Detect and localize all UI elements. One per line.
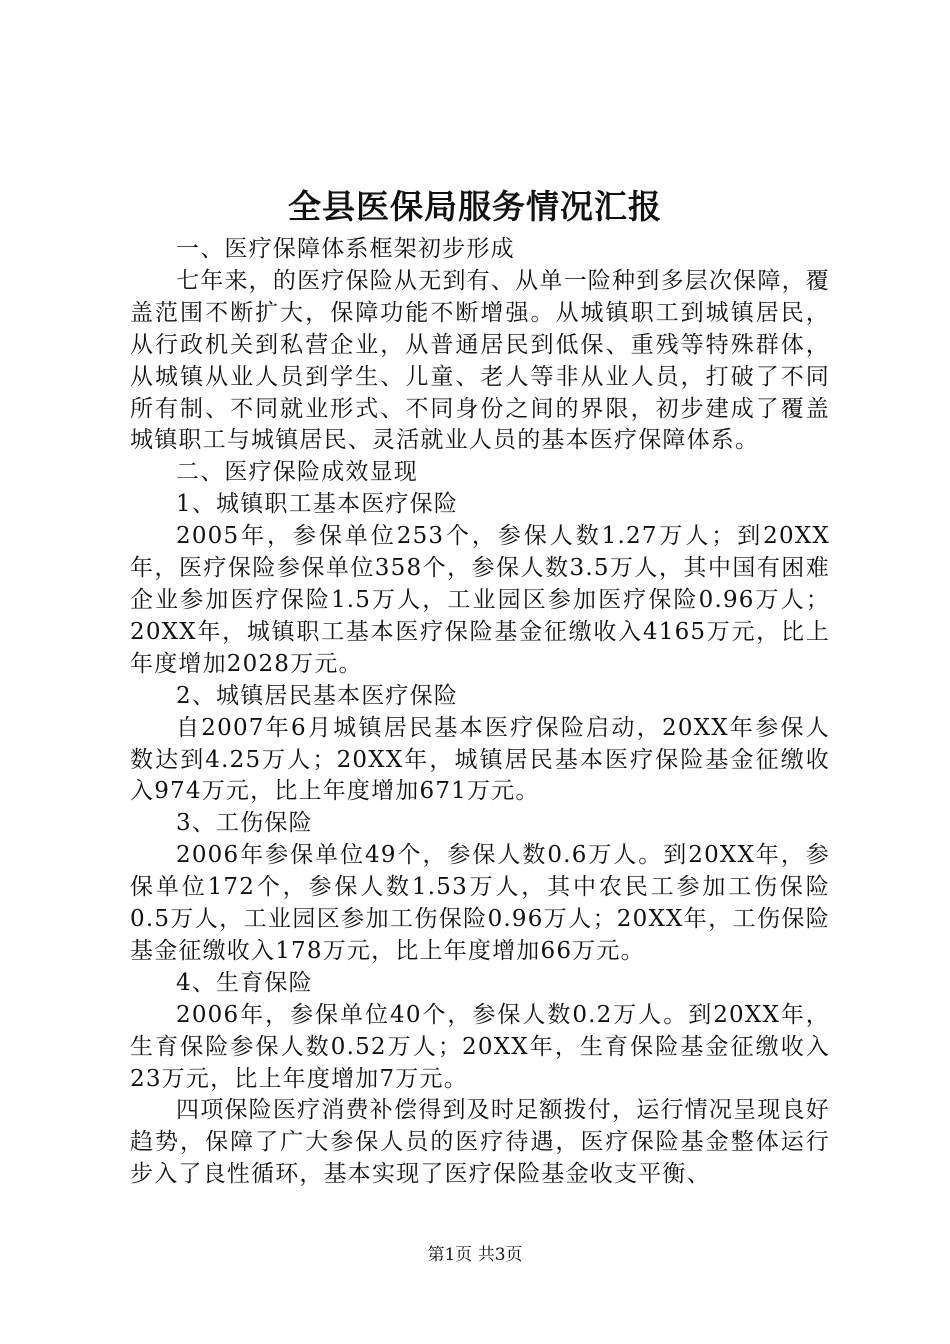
subsection-heading-maternity: 4、生育保险 xyxy=(176,969,313,996)
document-body xyxy=(130,234,830,1191)
document-title: 全县医保局服务情况汇报 xyxy=(288,187,662,226)
paragraph-overview: 七年来，的医疗保险从无到有、从单一险种到多层次保障，覆盖范围不断扩大，保障功能不断增强。从城镇职工到城镇居民，从行政机关到私营企业，从普通居民到低保、重残等特殊群体，从城镇从业人员到学生、儿童、老人等非从业人员，打破了不同所有制、不同就业形式、不同身份之间的界限，初步建成了覆盖城镇职工与城镇居民、灵活就业人员的基本医疗保障体系。 xyxy=(130,267,830,454)
subsection-heading-employee-insurance: 1、城镇职工基本医疗保险 xyxy=(176,491,459,518)
paragraph-summary: 四项保险医疗消费补偿得到及时足额拨付，运行情况呈现良好趋势，保障了广大参保人员的医疗待遇，医疗保险基金整体运行步入了良性循环，基本实现了医疗保险基金收支平衡、 xyxy=(130,1097,830,1188)
subsection-heading-resident-insurance: 2、城镇居民基本医疗保险 xyxy=(176,682,459,709)
paragraph-employee-insurance: 2005年，参保单位253个，参保人数1.27万人；到20XX年，医疗保险参保单位358个，参保人数3.5万人，其中国有困难企业参加医疗保险1.5万人，工业园区参加医疗保险0.96万人；20XX年，城镇职工基本医疗保险基金征缴收入4165万元，比上年度增加2028万元。 xyxy=(130,523,830,677)
section-heading-2: 二、医疗保险成效显现 xyxy=(176,459,418,486)
paragraph-work-injury: 2006年参保单位49个，参保人数0.6万人。到20XX年，参保单位172个，参保人数1.53万人，其中农民工参加工伤保险0.5万人，工业园区参加工伤保险0.96万人；20XX年，工伤保险基金征缴收入178万元，比上年度增加66万元。 xyxy=(130,842,830,964)
page-footer: 第1页 共3页 xyxy=(427,1245,523,1265)
paragraph-resident-insurance: 自2007年6月城镇居民基本医疗保险启动，20XX年参保人数达到4.25万人；20XX年，城镇居民基本医疗保险基金征缴收入974万元，比上年度增加671万元。 xyxy=(130,714,830,805)
paragraph-maternity: 2006年，参保单位40个，参保人数0.2万人。到20XX年，生育保险参保人数0.52万人；20XX年，生育保险基金征缴收入23万元，比上年度增加7万元。 xyxy=(130,1001,830,1092)
section-heading-1: 一、医疗保障体系框架初步形成 xyxy=(176,236,515,262)
subsection-heading-work-injury: 3、工伤保险 xyxy=(176,810,313,837)
